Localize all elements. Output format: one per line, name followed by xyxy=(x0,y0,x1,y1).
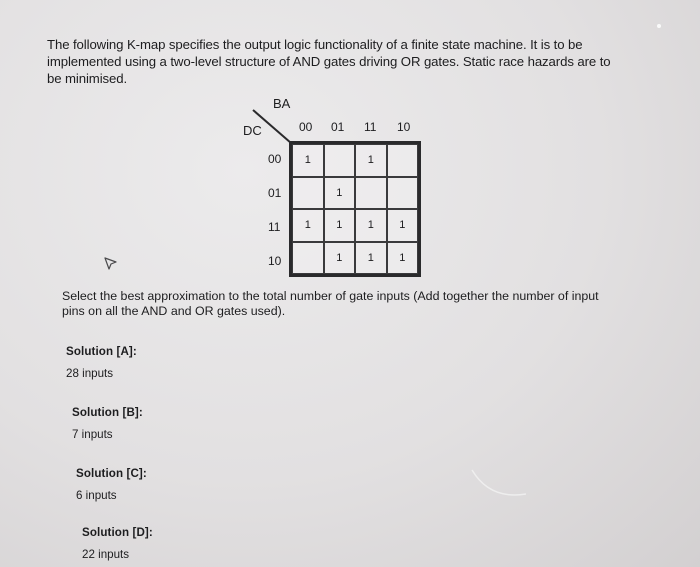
kmap-cell xyxy=(292,177,324,210)
kmap-cell: 1 xyxy=(292,209,324,242)
solution-value: 6 inputs xyxy=(76,489,117,502)
kmap-col-header: 10 xyxy=(397,120,411,134)
kmap-cell: 1 xyxy=(355,144,387,177)
kmap-row-header: 11 xyxy=(268,220,281,234)
solution-title: Solution [A]: xyxy=(66,345,137,358)
kmap-cell: 1 xyxy=(324,177,356,210)
kmap-col-header: 01 xyxy=(331,120,345,134)
problem-line-1: The following K-map specifies the output logic functionality of a finite state machine. It is to be xyxy=(47,37,583,52)
solution-b[interactable] xyxy=(72,406,143,441)
kmap-col-header: 11 xyxy=(364,120,377,134)
problem-line-3: be minimised. xyxy=(47,71,128,86)
screen-smudge xyxy=(470,466,530,506)
kmap-col-variable: BA xyxy=(273,96,291,111)
reflection-dot xyxy=(657,24,661,28)
kmap-cell: 1 xyxy=(324,242,356,275)
kmap-cell xyxy=(387,177,419,210)
kmap-cell: 1 xyxy=(387,242,419,275)
kmap-cell: 1 xyxy=(355,209,387,242)
problem-line-2: implemented using a two-level structure of AND gates driving OR gates. Static race hazards are to xyxy=(47,54,611,69)
kmap-row-variable: DC xyxy=(243,123,262,138)
solution-title: Solution [D]: xyxy=(82,526,153,539)
solution-value: 28 inputs xyxy=(66,367,114,380)
question-text xyxy=(62,289,622,319)
mouse-pointer-icon xyxy=(103,256,119,272)
kmap-col-header: 00 xyxy=(299,120,313,134)
kmap-cell xyxy=(355,177,387,210)
kmap-cell: 1 xyxy=(355,242,387,275)
solution-value: 22 inputs xyxy=(82,548,130,561)
solution-title: Solution [B]: xyxy=(72,406,143,419)
solution-a[interactable] xyxy=(66,345,137,380)
solution-c[interactable] xyxy=(76,467,147,502)
solution-value: 7 inputs xyxy=(72,428,113,441)
solution-d[interactable] xyxy=(82,526,153,561)
kmap-row-header: 01 xyxy=(268,186,282,200)
kmap-cell: 1 xyxy=(292,144,324,177)
question-line-1: Select the best approximation to the total number of gate inputs (Add together the number of input xyxy=(62,289,599,303)
kmap-cell xyxy=(387,144,419,177)
kmap-grid xyxy=(289,141,421,277)
kmap-row-header: 10 xyxy=(268,254,282,268)
kmap-cell: 1 xyxy=(387,209,419,242)
kmap-cell: 1 xyxy=(324,209,356,242)
question-line-2: pins on all the AND and OR gates used). xyxy=(62,304,286,318)
kmap-row-header: 00 xyxy=(268,152,282,166)
kmap-cell xyxy=(324,144,356,177)
solution-title: Solution [C]: xyxy=(76,467,147,480)
kmap-cell xyxy=(292,242,324,275)
